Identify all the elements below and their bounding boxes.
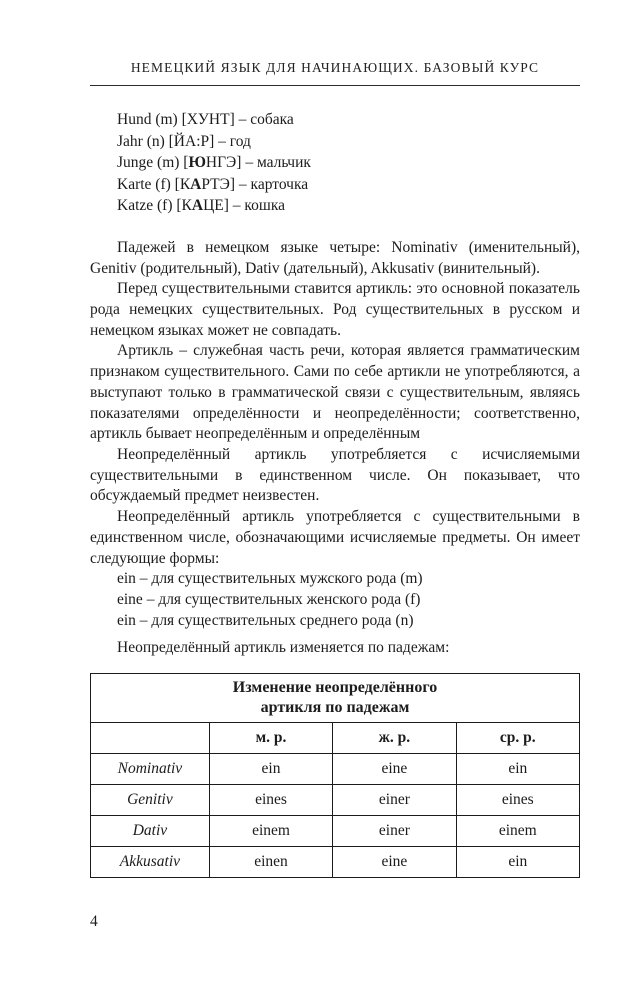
vocab-entry xyxy=(117,152,580,174)
header-rule xyxy=(90,85,580,86)
vocab-list xyxy=(117,109,580,217)
vocab-text: РТЭ] – карточка xyxy=(201,175,309,193)
value-cell: eines xyxy=(456,785,579,816)
value-cell: eines xyxy=(209,785,332,816)
vocab-text: Katze (f) [К xyxy=(117,197,192,215)
paragraph: Неопределённый артикль употребляется с исчисляемыми существительными в единственном числе. Он показывает, что обсуждаемый предмет неизвестен. xyxy=(90,446,580,505)
vocab-text: Junge (m) [ xyxy=(117,154,189,172)
value-cell: einer xyxy=(333,816,456,847)
vocab-stress: Ю xyxy=(188,154,206,172)
vocab-text: НГЭ] – мальчик xyxy=(205,154,311,172)
paragraph: Артикль – служебная часть речи, которая является грамматическим признаком существительного. Сами по себе артикли не употребляются, а выступают только в грамматической связи с существительным, являясь показателями определённости и неопределённости; соответственно, артикль бывает неопределённым и определённым xyxy=(90,342,580,443)
column-header: м. р. xyxy=(209,723,332,754)
paragraph: Перед существительными ставится артикль: это основной показатель рода немецких существительных. Род существительных в русском и немецком языках может не совпадать. xyxy=(90,280,580,339)
vocab-entry xyxy=(117,195,580,217)
table-title-line1: Изменение неопределённого xyxy=(232,679,438,697)
table-row xyxy=(91,847,580,878)
vocab-entry xyxy=(117,109,580,131)
value-cell: ein xyxy=(456,754,579,785)
paragraph: Падежей в немецком языке четыре: Nominativ (именительный), Genitiv (родительный), Dativ (дательный), Akkusativ (винительный). xyxy=(90,238,580,277)
table-row xyxy=(91,785,580,816)
column-header: ж. р. xyxy=(333,723,456,754)
value-cell: ein xyxy=(209,754,332,785)
table-title-row xyxy=(91,674,580,723)
value-cell: eine xyxy=(333,754,456,785)
value-cell: einer xyxy=(333,785,456,816)
form-line: eine – для существительных женского рода (f) xyxy=(117,590,421,608)
vocab-stress: А xyxy=(190,175,202,193)
value-cell: ein xyxy=(456,847,579,878)
vocab-text: Karte (f) [К xyxy=(117,175,191,193)
page-number: 4 xyxy=(90,913,98,930)
value-cell: einem xyxy=(456,816,579,847)
running-head: НЕМЕЦКИЙ ЯЗЫК ДЛЯ НАЧИНАЮЩИХ. БАЗОВЫЙ КУРС xyxy=(130,60,540,75)
vocab-stress: А xyxy=(191,197,204,215)
article-forms-list xyxy=(117,569,580,631)
table-row xyxy=(91,754,580,785)
vocab-text: Jahr (n) [ЙА:Р] – год xyxy=(117,132,251,150)
form-line: ein – для существительных среднего рода (n) xyxy=(117,611,414,629)
column-header: ср. р. xyxy=(456,723,579,754)
vocab-text: ЦЕ] – кошка xyxy=(203,197,286,215)
table-title-line2: артикля по падежам xyxy=(260,699,410,717)
corner-cell xyxy=(91,723,210,754)
vocab-text: Hund (m) [ХУНТ] – собака xyxy=(117,111,294,128)
table-lead-in: Неопределённый артикль изменяется по падежам: xyxy=(117,639,450,657)
vocab-entry xyxy=(117,131,580,153)
table-row xyxy=(91,816,580,847)
case-cell: Genitiv xyxy=(91,785,210,816)
table-title xyxy=(91,674,580,723)
case-cell: Akkusativ xyxy=(91,847,210,878)
declension-table xyxy=(90,673,580,878)
table-header-row xyxy=(91,723,580,754)
case-cell: Nominativ xyxy=(91,754,210,785)
paragraph: Неопределённый артикль употребляется с существительными в единственном числе, обозначающими исчисляемые предметы. Он имеет следующие формы: xyxy=(90,508,580,567)
vocab-entry xyxy=(117,174,580,196)
value-cell: eine xyxy=(333,847,456,878)
case-cell: Dativ xyxy=(91,816,210,847)
form-line: ein – для существительных мужского рода (m) xyxy=(117,570,423,588)
value-cell: einen xyxy=(209,847,332,878)
value-cell: einem xyxy=(209,816,332,847)
